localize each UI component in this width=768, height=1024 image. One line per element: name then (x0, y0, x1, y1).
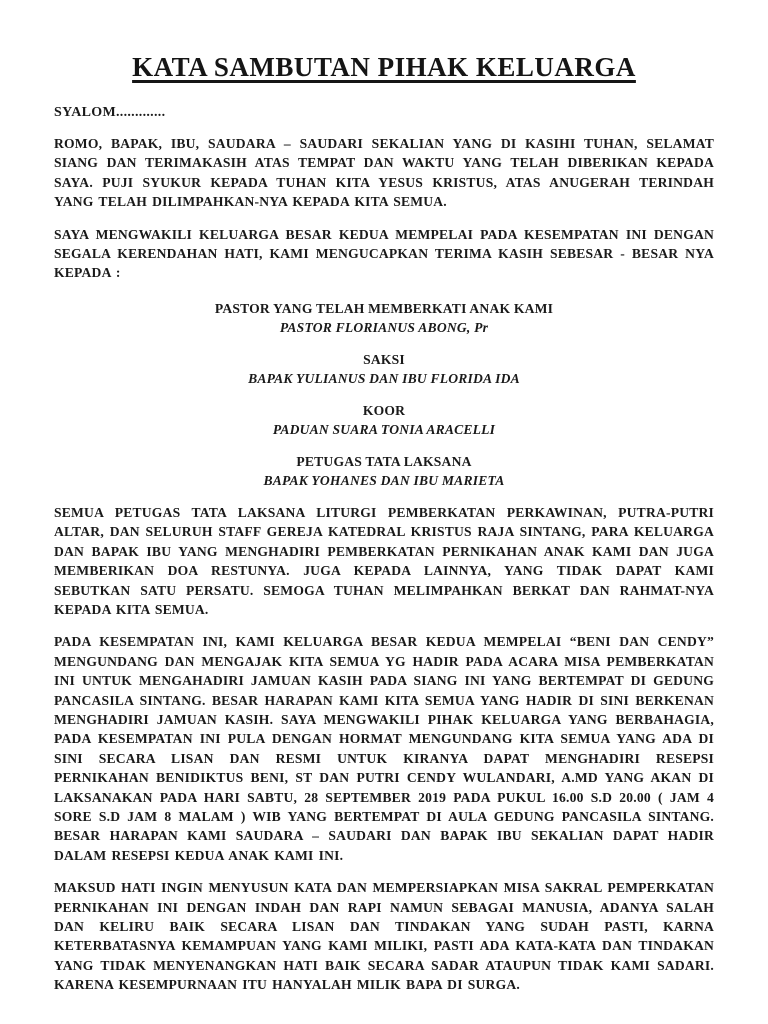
acknowledgement-item (54, 350, 714, 388)
acknowledgement-name: PADUAN SUARA TONIA ARACELLI (272, 421, 496, 437)
acknowledgement-list (54, 299, 714, 490)
acknowledgement-item (54, 299, 714, 337)
acknowledgement-item (54, 452, 714, 490)
acknowledgement-role: PETUGAS TATA LAKSANA (296, 453, 472, 469)
acknowledgement-role: SAKSI (363, 351, 405, 367)
salutation-text: SYALOM............. (54, 105, 166, 121)
acknowledgement-role: KOOR (362, 402, 406, 418)
acknowledgement-role: PASTOR YANG TELAH MEMBERKATI ANAK KAMI (214, 300, 554, 316)
closing-paragraph: MAKSUD HATI INGIN MENYUSUN KATA DAN MEMPERSIAPKAN MISA SAKRAL PEMPERKATAN PERNIKAHAN INI DENGAN INDAH DAN RAPI NAMUN SEBAGAI MANUSIA, ADANYA SALAH DAN KELIRU BAIK SECARA LISAN DAN TINDAKAN YANG SUDAH PASTI, KARNA KETERBATASNYA KEMAMPUAN YANG KAMI MILIKI, PASTI ADA KATA-KATA DAN TINDAKAN YANG TIDAK MENYENANGKAN HATI BAIK SECARA SADAR ATAUPUN TIDAK KAMI SADARI. KARENA KESEMPURNAAN ITU HANYALAH MILIK BAPA DI SURGA. (54, 880, 714, 993)
closing-paragraph: SEMUA PETUGAS TATA LAKSANA LITURGI PEMBERKATAN PERKAWINAN, PUTRA-PUTRI ALTAR, DAN SELURUH STAFF GEREJA KATEDRAL KRISTUS RAJA SINTANG, PARA KELUARGA DAN BAPAK IBU YANG MENGHADIRI PEMBERKATAN PERNIKAHAN ANAK KAMI DAN JUGA MEMBERIKAN DOA RESTUNYA. JUGA KEPADA LAINNYA, YANG TIDAK DAPAT KAMI SEBUTKAN SATU PERSATU. SEMOGA TUHAN MELIMPAHKAN BERKAT DAN RAHMAT-NYA KEPADA KITA SEMUA. (54, 504, 714, 617)
opening-paragraph: SAYA MENGWAKILI KELUARGA BESAR KEDUA MEMPELAI PADA KESEMPATAN INI DENGAN SEGALA KERENDAHAN HATI, KAMI MENGUCAPKAN TERIMA KASIH SEBESAR - BESAR NYA KEPADA : (54, 226, 714, 281)
acknowledgement-name: PASTOR FLORIANUS ABONG, Pr (279, 319, 489, 335)
acknowledgement-name: BAPAK YULIANUS DAN IBU FLORIDA IDA (248, 370, 520, 386)
page-title: KATA SAMBUTAN PIHAK KELUARGA (132, 52, 636, 82)
closing-paragraph: PADA KESEMPATAN INI, KAMI KELUARGA BESAR KEDUA MEMPELAI “BENI DAN CENDY” MENGUNDANG DAN MENGAJAK KITA SEMUA YG HADIR PADA ACARA MISA PEMBERKATAN INI UNTUK MENGAHADIRI JAMUAN KASIH PADA SIANG INI YANG BERTEMPAT DI GEDUNG PANCASILA SINTANG. BESAR HARAPAN KAMI KITA SEMUA YANG HADIR DI SINI BERKENAN MENGHADIRI JAMUAN KASIH. SAYA MENGWAKILI PIHAK KELUARGA YANG BERBAHAGIA, PADA KESEMPATAN INI PULA DENGAN HORMAT MENGUNDANG KITA SEMUA YANG ADA DI SINI SECARA LISAN DAN RESMI UNTUK KIRANYA DAPAT MENGHADIRI RESEPSI PERNIKAHAN BENIDIKTUS BENI, ST DAN PUTRI CENDY WULANDARI, A.MD YANG AKAN DI LAKSANAKAN PADA HARI SABTU, 28 SEPTEMBER 2019 PADA PUKUL 16.00 S.D 20.00 ( JAM 4 SORE S.D JAM 8 MALAM ) WIB YANG BERTEMPAT DI AULA GEDUNG PANCASILA SINTANG. BESAR HARAPAN KAMI SAUDARA – SAUDARI DAN BAPAK IBU SEKALIAN DAPAT HADIR DALAM RESEPSI KEDUA ANAK KAMI INI. (54, 634, 714, 863)
acknowledgement-name: BAPAK YOHANES DAN IBU MARIETA (263, 472, 505, 488)
opening-paragraph: ROMO, BAPAK, IBU, SAUDARA – SAUDARI SEKALIAN YANG DI KASIHI TUHAN, SELAMAT SIANG DAN TERIMAKASIH ATAS TEMPAT DAN WAKTU YANG TELAH DIBERIKAN KEPADA SAYA. PUJI SYUKUR KEPADA TUHAN KITA YESUS KRISTUS, ATAS ANUGERAH TERINDAH YANG TELAH DILIMPAHKAN-NYA KEPADA KITA SEMUA. (54, 136, 714, 210)
acknowledgement-item (54, 401, 714, 439)
